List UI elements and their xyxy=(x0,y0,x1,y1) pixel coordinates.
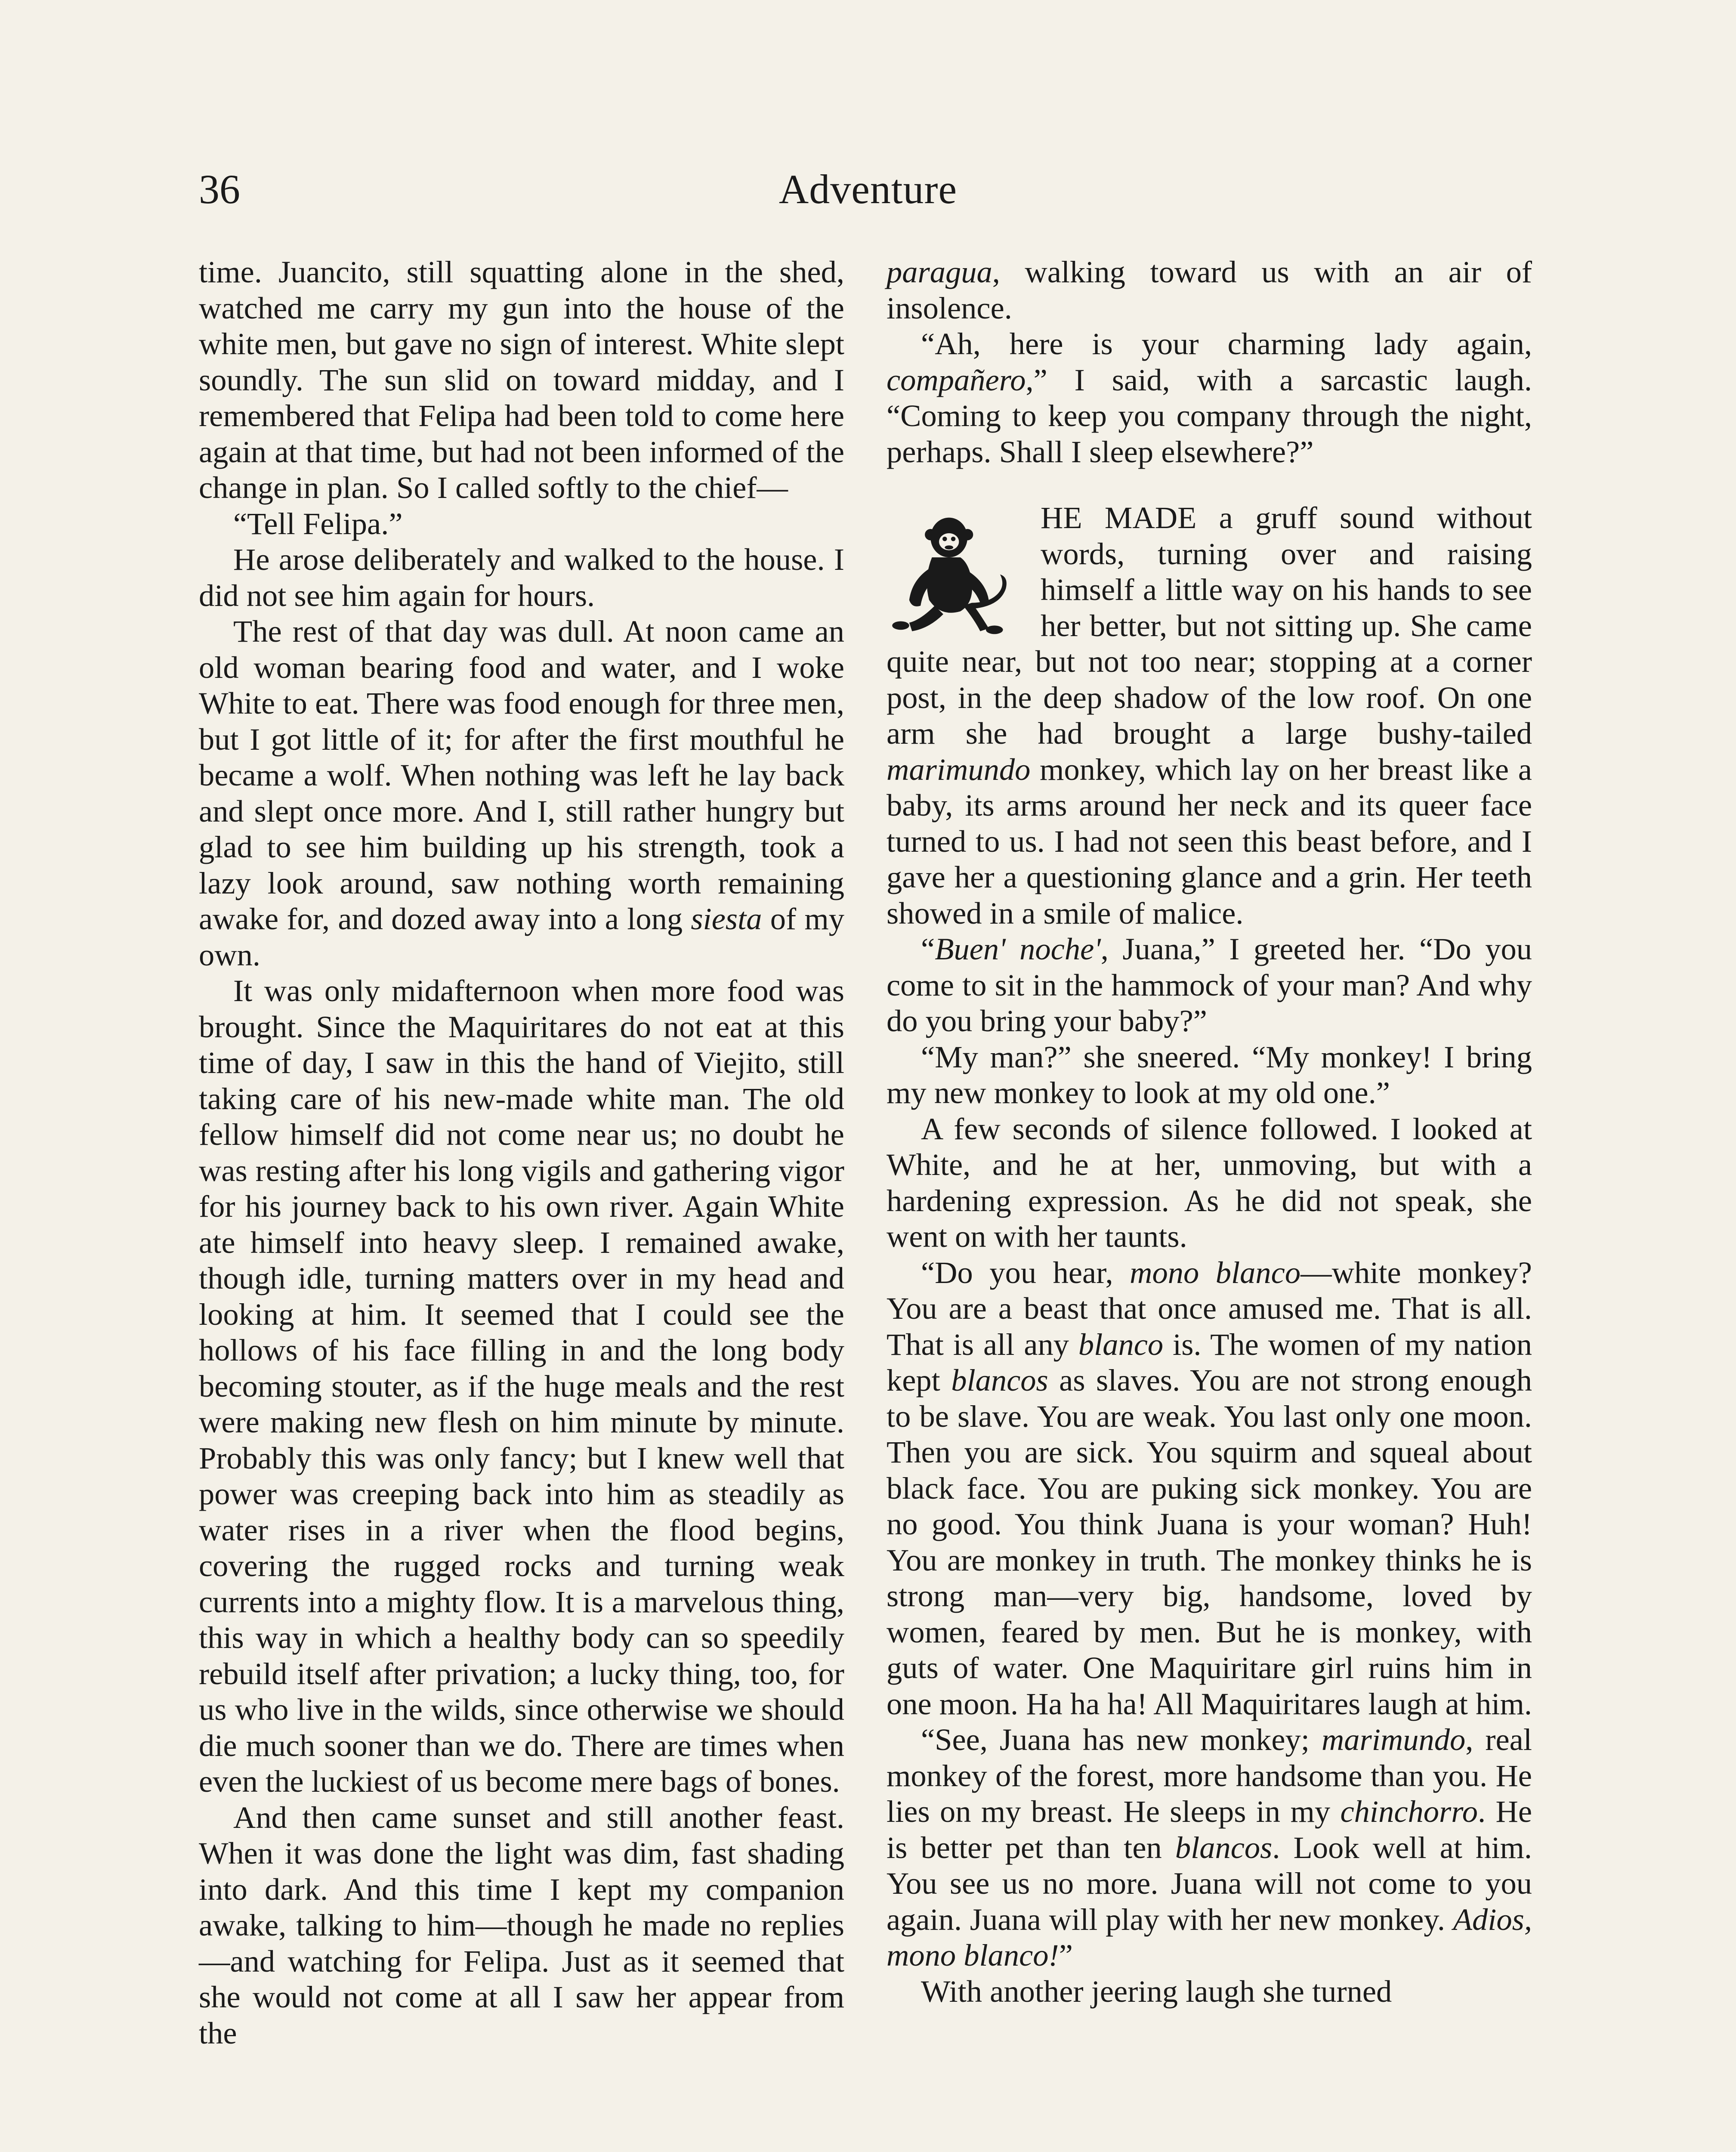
text-run: And then came sunset and still another feast. When it was done the light was dim, fast shading into dark. And this time I kept my companion awake, talking to him—though he made no replies—and watching for Felipa. Just as it seemed that she would not come at all I saw her appear from the xyxy=(199,1800,844,2050)
text-run: ,” I said, with a sarcastic laugh. “Coming to keep you company through the night, perhaps. Shall I sleep elsewhere?” xyxy=(887,362,1532,469)
text-run: It was only midafternoon when more food was brought. Since the Maquiritares do not eat at this time of day, I saw in this the hand of Viejito, still taking care of his new-made white man. The old fellow himself did not come near us; no doubt he was resting after his long vigils and gathering vigor for his journey back to his own river. Again White ate himself into heavy sleep. I remained awake, though idle, turning matters over in my head and looking at him. It seemed that I could see the hollows of his face filling in and the long body becoming stouter, as if the huge meals and the rest were making new flesh on him minute by minute. Probably this was only fancy; but I knew well that power was creeping back into him as steadily as water rises in a river when the flood begins, covering the rugged rocks and turning weak currents into a mighty flow. It is a marvelous thing, this way in which a healthy body can so speedily rebuild itself after privation; a lucky thing, too, for us who live in the wilds, since otherwise we should die much sooner than we do. There are times when even the luckiest of us become mere bags of bones. xyxy=(199,973,844,1799)
italic-text: Buen' noche' xyxy=(935,931,1101,966)
right-text-column xyxy=(887,254,1532,2009)
text-run: He arose deliberately and walked to the house. I did not see him again for hours. xyxy=(199,542,844,613)
paragraph xyxy=(199,613,844,973)
italic-text: marimundo xyxy=(887,751,1031,787)
italic-text: compañero xyxy=(887,362,1026,397)
paragraph xyxy=(887,1039,1532,1111)
text-run: time. Juancito, still squatting alone in the shed, watched me carry my gun into the house of the white men, but gave no sign of interest. White slept soundly. The sun slid on toward midday, and I remembered that Felipa had been told to come here again at that time, but had not been informed of the change in plan. So I called softly to the chief— xyxy=(199,254,844,505)
text-run: “Do you hear, xyxy=(921,1255,1130,1290)
paragraph xyxy=(887,1722,1532,1973)
running-title: Adventure xyxy=(778,166,958,212)
text-run: “ xyxy=(921,931,935,966)
text-run: is. The women of my nation kept xyxy=(887,1326,1532,1398)
text-run: of my own. xyxy=(199,901,844,972)
dropcap-section xyxy=(887,500,1532,931)
text-run: monkey, which lay on her breast like a baby, its arms around her neck and its queer face turned to us. I had not seen this beast before, and I gave her a questioning glance and a grin. Her teeth showed in a smile of malice. xyxy=(887,751,1532,931)
text-run: HE MADE a gruff sound without words, turning over and raising himself a little way on his hands to see her better, but not sitting up. She came quite near, but not too near; stopping at a corner post, in the deep shadow of the low roof. On one arm she had brought a large bushy-tailed xyxy=(887,500,1532,751)
text-run: “See, Juana has new monkey; xyxy=(921,1722,1322,1757)
italic-text: blancos xyxy=(951,1363,1048,1398)
text-run: . Look well at him. You see us no more. Juana will not come to you again. Juana will play with her new monkey. xyxy=(887,1830,1532,1937)
text-run: as slaves. You are not strong enough to be slave. You are weak. You last only one moon. Then you are sick. You squirm and squeal about black face. You are puking sick monkey. You are no good. You think Juana is your woman? Huh! You are monkey in truth. The monkey thinks he is strong man—very big, handsome, loved by women, feared by men. But he is monkey, with guts of water. One Maquiritare girl ruins him in one moon. Ha ha ha! All Maquiritares laugh at him. xyxy=(887,1363,1532,1721)
italic-text: mono blanco xyxy=(1130,1255,1301,1290)
right-column-top-paragraphs xyxy=(887,254,1532,470)
text-run: ” xyxy=(1059,1938,1073,1973)
paragraph xyxy=(199,541,844,613)
paragraph xyxy=(199,254,844,506)
paragraph xyxy=(887,1255,1532,1722)
paragraph xyxy=(887,254,1532,326)
italic-text: marimundo xyxy=(1321,1722,1466,1757)
italic-text: Adios, mono blanco! xyxy=(887,1902,1532,1973)
text-run: “Tell Felipa.” xyxy=(233,506,403,541)
text-run: , real monkey of the forest, more handsome than you. He lies on my breast. He sleeps in my xyxy=(887,1722,1532,1829)
paragraph xyxy=(887,1111,1532,1255)
text-run: A few seconds of silence followed. I looked at White, and he at her, unmoving, but with a hardening expression. As he did not speak, she went on with her taunts. xyxy=(887,1111,1532,1254)
page-number: 36 xyxy=(199,166,240,212)
italic-text: blancos xyxy=(1175,1830,1273,1865)
text-run: The rest of that day was dull. At noon came an old woman bearing food and water, and I woke White to eat. There was food enough for three men, but I got little of it; for after the first mouthful he became a wolf. When nothing was left he lay back and slept once more. And I, still rather hungry but glad to see him building up his strength, took a lazy look around, saw nothing worth remaining awake for, and dozed away into a long xyxy=(199,614,844,936)
italic-text: paragua xyxy=(887,254,992,289)
italic-text: chinchorro xyxy=(1340,1794,1478,1829)
right-column-remaining-paragraphs xyxy=(887,931,1532,2009)
paragraph xyxy=(199,506,844,542)
text-run: “My man?” she sneered. “My monkey! I bring my new monkey to look at my old one.” xyxy=(887,1039,1532,1110)
paragraph xyxy=(199,1800,844,2051)
paragraph xyxy=(887,326,1532,470)
text-run: With another jeering laugh she turned xyxy=(921,1973,1392,2009)
paragraph xyxy=(887,1973,1532,2010)
text-run: , walking toward us with an air of insolence. xyxy=(887,254,1532,325)
text-run: “Ah, here is your charming lady again, xyxy=(921,326,1532,361)
text-run: . He is better pet than ten xyxy=(887,1794,1532,1865)
italic-text: siesta xyxy=(691,901,762,936)
paragraph xyxy=(887,931,1532,1039)
monkey-dropcap-icon xyxy=(887,501,1029,643)
italic-text: blanco xyxy=(1078,1326,1164,1362)
page-header xyxy=(199,159,1537,220)
text-run: —white monkey? You are a beast that once amused me. That is all. That is all any xyxy=(887,1255,1532,1362)
left-text-column xyxy=(199,254,844,2051)
paragraph xyxy=(199,973,844,1800)
text-run: , Juana,” I greeted her. “Do you come to sit in the hammock of your man? And why do you bring your baby?” xyxy=(887,931,1532,1038)
